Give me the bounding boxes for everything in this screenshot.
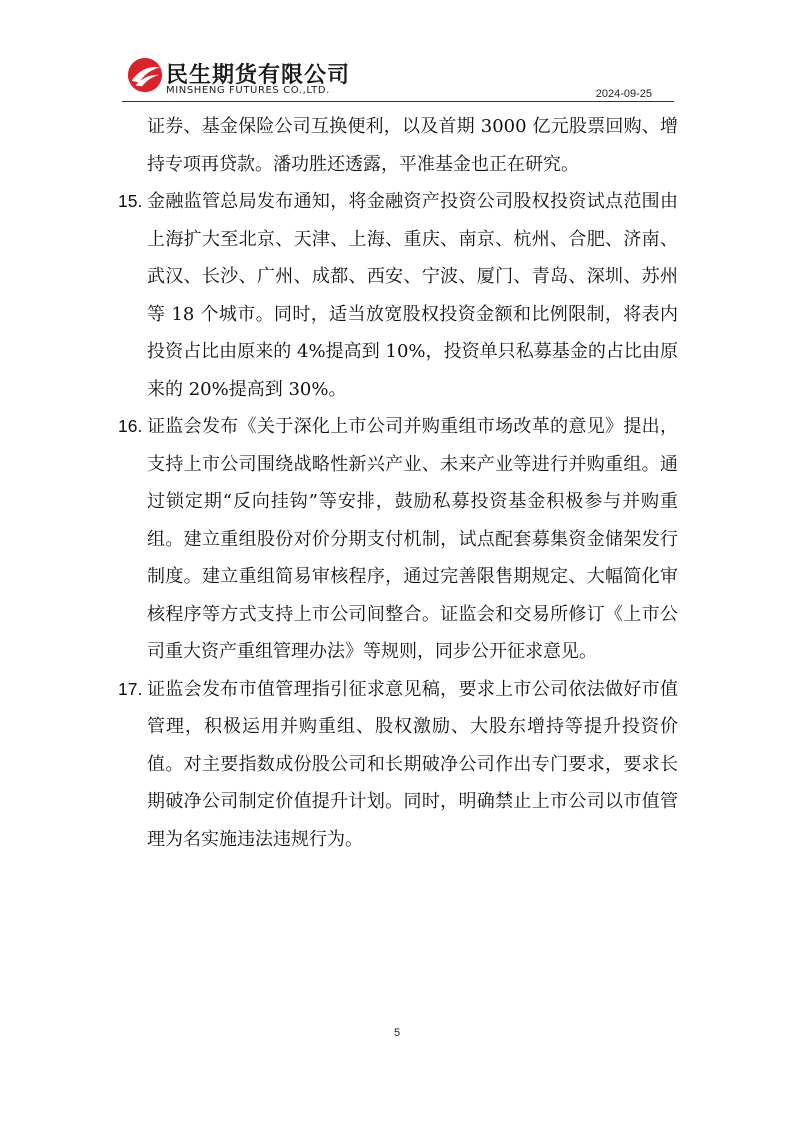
list-item-16: [118, 408, 678, 671]
item-text: 金融监管总局发布通知，将金融资产投资公司股权投资试点范围由上海扩大至北京、天津、上海、重庆、南京、杭州、合肥、济南、武汉、长沙、广州、成都、西安、宁波、厦门、青岛、深圳、苏州等 18 个城市。同时，适当放宽股权投资金额和比例限制，将表内投资占比由原来的 4%提高到 10%，投资单只私募基金的占比由原来的 20%提高到 30%。: [147, 191, 678, 400]
report-date: 2024-09-25: [595, 88, 652, 100]
item-number: 15.: [118, 191, 143, 211]
list-item-17: [118, 671, 678, 859]
list-item-15: [118, 183, 678, 408]
item-text: 证监会发布《关于深化上市公司并购重组市场改革的意见》提出，支持上市公司围绕战略性新兴产业、未来产业等进行并购重组。通过锁定期“反向挂钩”等安排，鼓励私募投资基金积极参与并购重组。建立重组股份对价分期支付机制，试点配套募集资金储架发行制度。建立重组简易审核程序，通过完善限售期规定、大幅简化审核程序等方式支持上市公司间整合。证监会和交易所修订《上市公司重大资产重组管理办法》等规则，同步公开征求意见。: [147, 416, 678, 662]
item-number: 17.: [118, 678, 143, 699]
document-body: [118, 108, 678, 858]
page-number: 5: [393, 1027, 401, 1039]
company-name-cn: 民生期货有限公司: [166, 63, 351, 88]
minsheng-logo-icon: [126, 56, 164, 94]
continued-paragraph: 证券、基金保险公司互换便利，以及首期 3000 亿元股票回购、增持专项再贷款。潘功胜还透露，平准基金也正在研究。: [147, 116, 678, 175]
item-number: 16.: [118, 416, 143, 436]
header-divider: [122, 101, 674, 102]
company-name-en: MINSHENG FUTURES CO.,LTD.: [166, 85, 330, 96]
item-text: 证监会发布市值管理指引征求意见稿，要求上市公司依法做好市值管理，积极运用并购重组、股权激励、大股东增持等提升投资价值。对主要指数成份股公司和长期破净公司作出专门要求，要求长期破净公司制定价值提升计划。同时，明确禁止上市公司以市值管理为名实施违法违规行为。: [147, 678, 678, 850]
page-header: [122, 52, 674, 102]
